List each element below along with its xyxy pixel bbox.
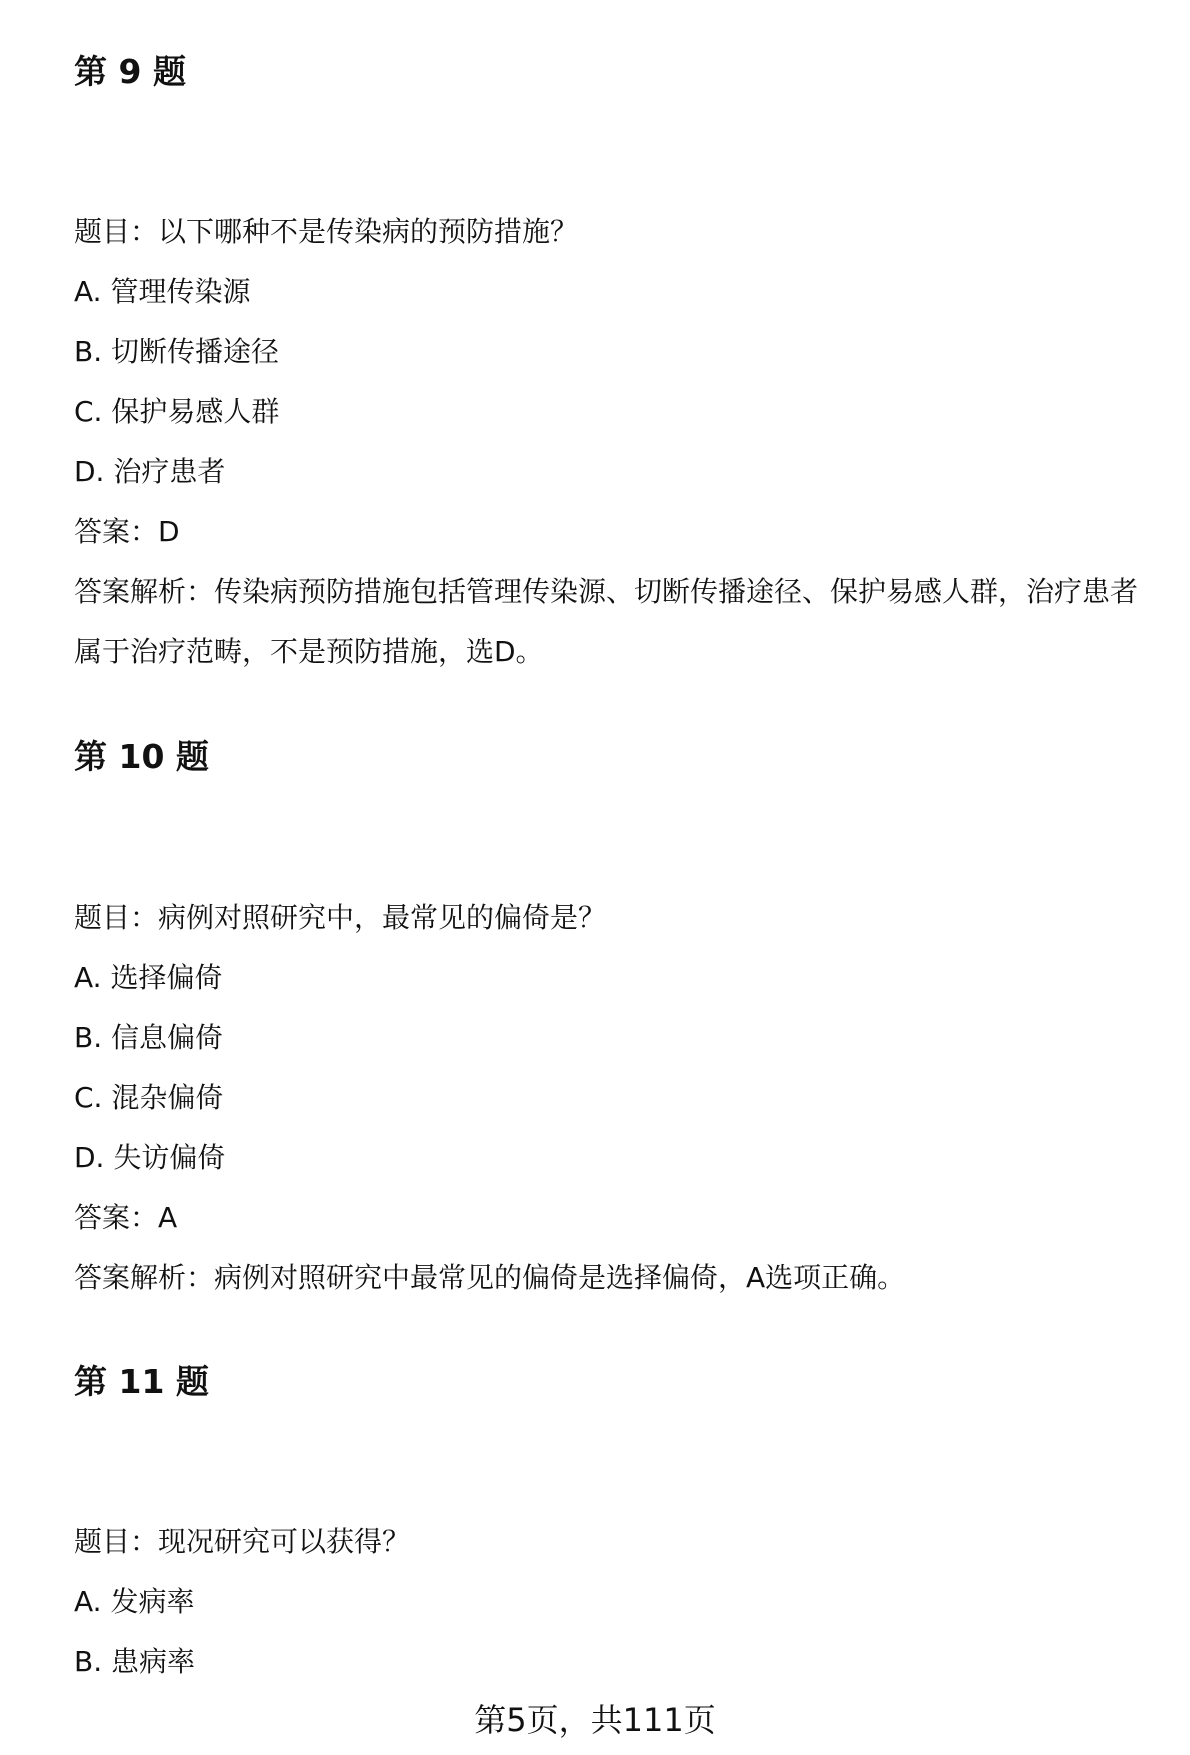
option-c: C. 混杂偏倚 xyxy=(74,1081,224,1114)
option-a: A. 发病率 xyxy=(74,1585,195,1618)
option-b: B. 切断传播途径 xyxy=(74,335,280,368)
option-a: A. 管理传染源 xyxy=(74,275,251,308)
option-d: D. 失访偏倚 xyxy=(74,1141,226,1174)
answer-explanation: 答案解析：病例对照研究中最常见的偏倚是选择偏倚，A选项正确。 xyxy=(74,1261,906,1294)
question-stem: 题目：以下哪种不是传染病的预防措施？ xyxy=(74,215,579,248)
answer: 答案：A xyxy=(74,1201,178,1234)
option-d: D. 治疗患者 xyxy=(74,455,226,488)
option-c: C. 保护易感人群 xyxy=(74,395,280,428)
question-heading: 第 9 题 xyxy=(74,52,186,91)
question-stem: 题目：现况研究可以获得？ xyxy=(74,1525,411,1558)
question-stem: 题目：病例对照研究中，最常见的偏倚是？ xyxy=(74,901,607,934)
page-number-footer: 第5页，共111页 xyxy=(474,1701,716,1739)
option-b: B. 患病率 xyxy=(74,1645,196,1678)
answer-explanation: 答案解析：传染病预防措施包括管理传染源、切断传播途径、保护易感人群，治疗患者属于治疗范畴，不是预防措施，选D。 xyxy=(74,575,1139,668)
question-heading: 第 10 题 xyxy=(74,737,209,776)
option-a: A. 选择偏倚 xyxy=(74,961,223,994)
question-heading: 第 11 题 xyxy=(74,1362,209,1401)
option-b: B. 信息偏倚 xyxy=(74,1021,224,1054)
answer: 答案：D xyxy=(74,515,180,548)
